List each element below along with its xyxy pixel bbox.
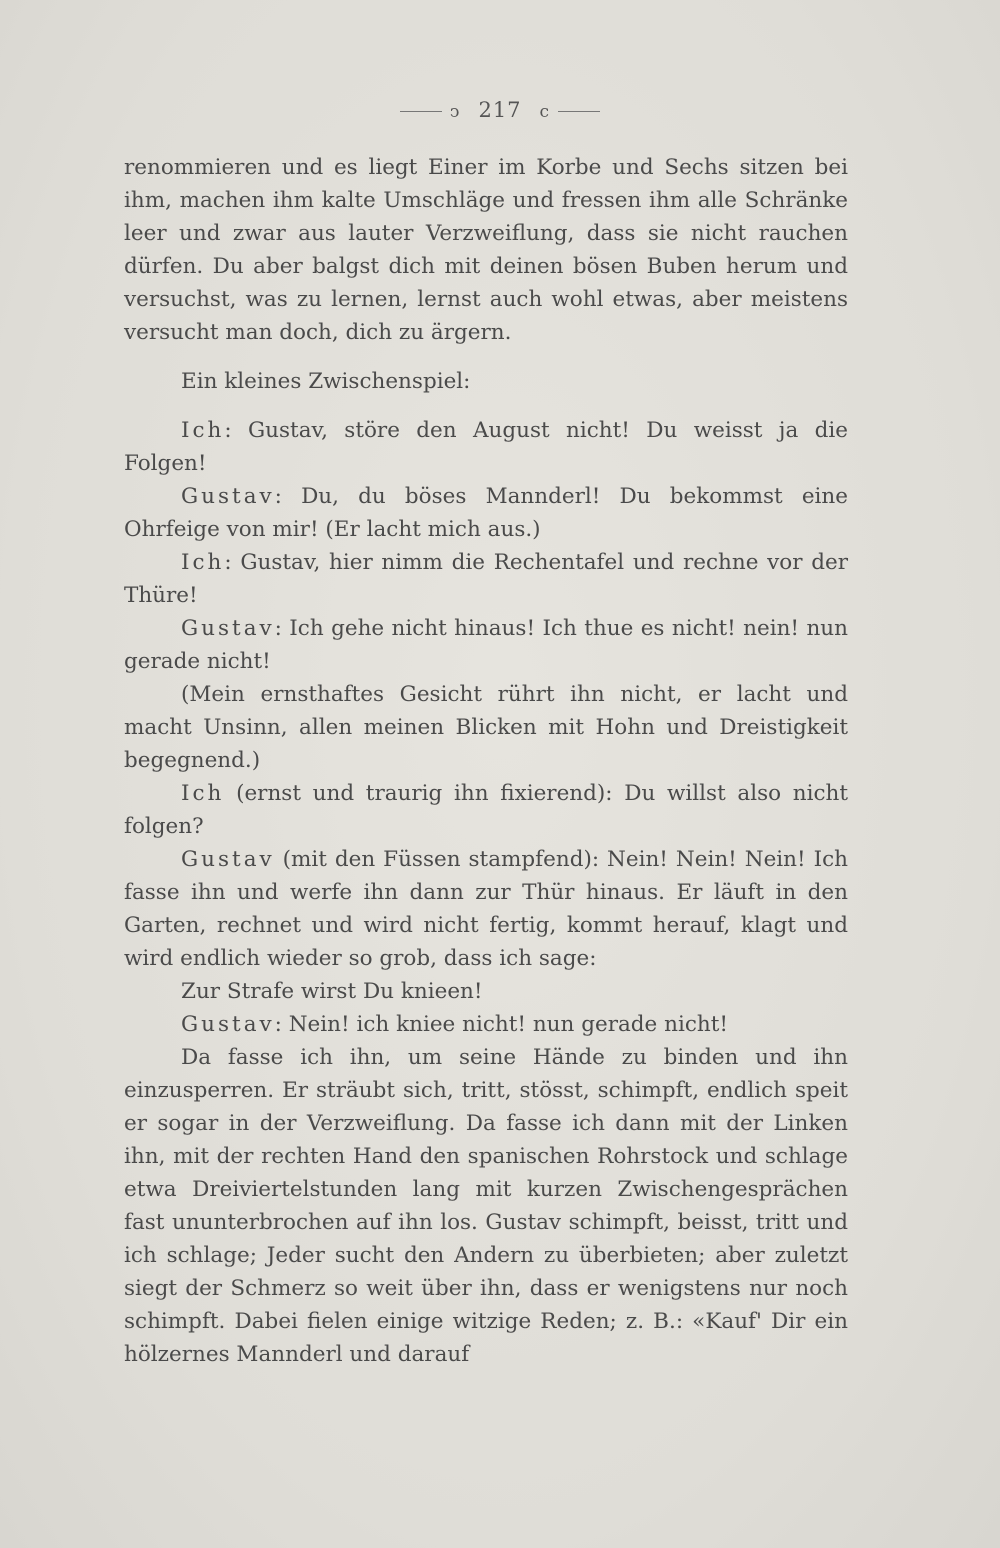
speaker-name: Ich: [181, 418, 225, 443]
dialogue-text: : Du, du böses Mannderl! Du bekommst eine Ohrfeige von mir! (Er lacht mich aus.): [124, 484, 848, 542]
page-body: [124, 151, 848, 1371]
dialogue-line-6: [124, 843, 848, 975]
dialogue-line-5: [124, 777, 848, 843]
speaker-name: Gustav: [181, 847, 275, 872]
paragraph-text: Ein kleines Zwischenspiel:: [181, 369, 471, 394]
dialogue-text: : Gustav, hier nimm die Rechentafel und rechne vor der Thüre!: [124, 550, 848, 608]
paragraph-text: (Mein ernsthaftes Gesicht rührt ihn nicht, er lacht und macht Unsinn, allen meinen Blicken mit Hohn und Dreistigkeit begegnend.): [124, 682, 848, 773]
paragraph-text: Da fasse ich ihn, um seine Hände zu binden und ihn einzusperren. Er sträubt sich, tritt, stösst, schimpft, endlich speit er sogar in der Verzweiflung. Da fasse ich dann mit der Linken ihn, mit der rechten Hand den spanischen Rohrstock und schlage etwa Dreiviertelstunden lang mit kurzen Zwischengesprächen fast ununterbrochen auf ihn los. Gustav schimpft, beisst, tritt und ich schlage; Jeder sucht den Andern zu überbieten; aber zuletzt siegt der Schmerz so weit über ihn, dass er wenigstens nur noch schimpft. Dabei fielen einige witzige Reden; z. B.: «Kauf' Dir ein hölzernes Mannderl und darauf: [124, 1045, 848, 1367]
dialogue-line-3: [124, 546, 848, 612]
speaker-name: Ich: [181, 781, 225, 806]
paragraph-text: renommieren und es liegt Einer im Korbe und Sechs sitzen bei ihm, machen ihm kalte Umschläge und fressen ihm alle Schränke leer und zwar aus lauter Verzweiflung, dass sie nicht rauchen dürfen. Du aber balgst dich mit deinen bösen Buben herum und versuchst, was zu lernen, lernst auch wohl etwas, aber meistens versucht man doch, dich zu ärgern.: [124, 155, 848, 345]
speaker-name: Gustav: [181, 616, 275, 641]
speaker-name: Gustav: [181, 484, 275, 509]
speaker-name: Gustav: [181, 1012, 275, 1037]
dialogue-text: : Nein! ich kniee nicht! nun gerade nicht!: [274, 1012, 729, 1037]
dialogue-line-1: [124, 414, 848, 480]
speaker-name: Ich: [181, 550, 225, 575]
dialogue-text: : Gustav, störe den August nicht! Du weisst ja die Folgen!: [124, 418, 848, 476]
paragraph-stage-direction: [124, 678, 848, 777]
header-rule-left: [400, 111, 442, 112]
dialogue-text: : Ich gehe nicht hinaus! Ich thue es nicht! nein! nun gerade nicht!: [124, 616, 848, 674]
running-header: [0, 98, 1000, 122]
dialogue-text: (mit den Füssen stampfend): Nein! Nein! Nein! Ich fasse ihn und werfe ihn dann zur Thür hinaus. Er läuft in den Garten, rechnet und wird nicht fertig, kommt herauf, klagt und wird endlich wieder so grob, dass ich sage:: [124, 847, 848, 971]
paragraph-text: Zur Strafe wirst Du knieen!: [181, 979, 483, 1004]
dialogue-text: (ernst und traurig ihn fixierend): Du willst also nicht folgen?: [124, 781, 848, 839]
paragraph-final: [124, 1041, 848, 1371]
header-rule-right: [558, 111, 600, 112]
paragraph-command: [124, 975, 848, 1008]
header-ornament-left: ↄ: [449, 101, 461, 122]
paragraph-1: [124, 151, 848, 349]
dialogue-line-2: [124, 480, 848, 546]
dialogue-line-7: [124, 1008, 848, 1041]
paragraph-2: [124, 365, 848, 398]
page-number: 217: [478, 98, 522, 122]
dialogue-line-4: [124, 612, 848, 678]
header-ornament-right: c: [539, 101, 551, 122]
